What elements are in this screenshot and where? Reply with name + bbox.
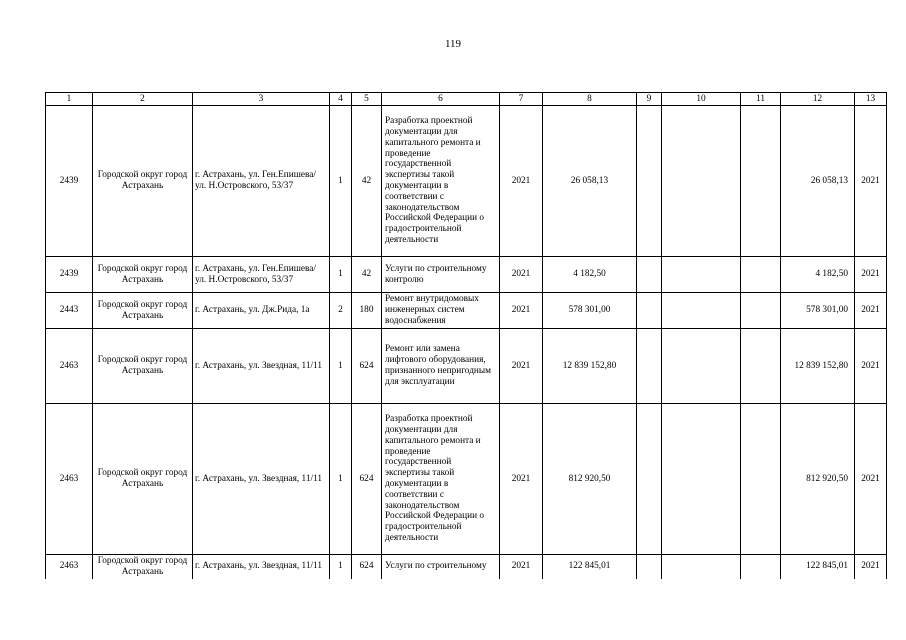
page-number: 119 [444, 38, 462, 50]
municipality-cell: Городской округ город Астрахань [93, 329, 193, 404]
col12-cost-cell: 4 182,50 [781, 257, 855, 293]
total-cost-cell: 122 845,01 [543, 555, 637, 579]
column-header: 11 [741, 93, 781, 106]
col5-cell: 42 [352, 106, 382, 257]
column-header: 13 [855, 93, 887, 106]
work-type-cell: Разработка проектной документации для капитального ремонта и проведение государственной экспертизы такой документации в соответствии с законодательством Российской Федерации о градостроительной деятельности [382, 106, 500, 257]
column-header: 4 [330, 93, 352, 106]
col4-cell: 1 [330, 329, 352, 404]
column-header: 7 [500, 93, 543, 106]
col11-cell [741, 404, 781, 555]
col13-year-cell: 2021 [855, 106, 887, 257]
col9-cell [637, 106, 662, 257]
col12-cost-cell: 812 920,50 [781, 404, 855, 555]
address-cell: г. Астрахань, ул. Ген.Епишева/ ул. Н.Островского, 53/37 [193, 106, 330, 257]
repair-plan-table [45, 92, 887, 579]
total-cost-cell: 12 839 152,80 [543, 329, 637, 404]
col12-cost-cell: 578 301,00 [781, 293, 855, 329]
col10-cell [662, 329, 741, 404]
column-header: 3 [193, 93, 330, 106]
col13-year-cell: 2021 [855, 257, 887, 293]
column-header: 8 [543, 93, 637, 106]
total-cost-cell: 4 182,50 [543, 257, 637, 293]
address-cell: г. Астрахань, ул. Звездная, 11/11 [193, 555, 330, 579]
table-row [46, 257, 887, 293]
row-id: 2463 [46, 555, 93, 579]
col9-cell [637, 293, 662, 329]
col5-cell: 624 [352, 329, 382, 404]
col11-cell [741, 106, 781, 257]
municipality-cell: Городской округ город Астрахань [93, 106, 193, 257]
year-cell: 2021 [500, 404, 543, 555]
col10-cell [662, 293, 741, 329]
col9-cell [637, 555, 662, 579]
col10-cell [662, 555, 741, 579]
column-number-row [46, 93, 887, 106]
column-header: 6 [382, 93, 500, 106]
year-cell: 2021 [500, 555, 543, 579]
col11-cell [741, 257, 781, 293]
col5-cell: 624 [352, 404, 382, 555]
col4-cell: 2 [330, 293, 352, 329]
address-cell: г. Астрахань, ул. Ген.Епишева/ ул. Н.Островского, 53/37 [193, 257, 330, 293]
column-header: 10 [662, 93, 741, 106]
total-cost-cell: 812 920,50 [543, 404, 637, 555]
col9-cell [637, 329, 662, 404]
col9-cell [637, 257, 662, 293]
work-type-cell: Ремонт внутридомовых инженерных систем водоснабжения [382, 293, 500, 329]
table-row [46, 106, 887, 257]
col4-cell: 1 [330, 555, 352, 579]
col13-year-cell: 2021 [855, 404, 887, 555]
col11-cell [741, 555, 781, 579]
work-type-cell: Услуги по строительному [382, 555, 500, 579]
year-cell: 2021 [500, 293, 543, 329]
col4-cell: 1 [330, 106, 352, 257]
column-header: 9 [637, 93, 662, 106]
col10-cell [662, 404, 741, 555]
table-row [46, 293, 887, 329]
col4-cell: 1 [330, 257, 352, 293]
col10-cell [662, 106, 741, 257]
row-id: 2439 [46, 257, 93, 293]
municipality-cell: Городской округ город Астрахань [93, 257, 193, 293]
col9-cell [637, 404, 662, 555]
column-header: 1 [46, 93, 93, 106]
address-cell: г. Астрахань, ул. Звездная, 11/11 [193, 329, 330, 404]
col5-cell: 180 [352, 293, 382, 329]
col12-cost-cell: 26 058,13 [781, 106, 855, 257]
col5-cell: 624 [352, 555, 382, 579]
address-cell: г. Астрахань, ул. Дж.Рида, 1а [193, 293, 330, 329]
table-row [46, 404, 887, 555]
table-row [46, 329, 887, 404]
col11-cell [741, 293, 781, 329]
col5-cell: 42 [352, 257, 382, 293]
work-type-cell: Услуги по строительному контролю [382, 257, 500, 293]
municipality-cell: Городской округ город Астрахань [93, 293, 193, 329]
work-type-cell: Ремонт или замена лифтового оборудования, признанного непригодным для эксплуатации [382, 329, 500, 404]
column-header: 5 [352, 93, 382, 106]
municipality-cell: Городской округ город Астрахань [93, 404, 193, 555]
col12-cost-cell: 12 839 152,80 [781, 329, 855, 404]
year-cell: 2021 [500, 257, 543, 293]
col10-cell [662, 257, 741, 293]
column-header: 2 [93, 93, 193, 106]
work-type-cell: Разработка проектной документации для капитального ремонта и проведение государственной экспертизы такой документации в соответствии с законодательством Российской Федерации о градостроительной деятельности [382, 404, 500, 555]
col11-cell [741, 329, 781, 404]
row-id: 2463 [46, 404, 93, 555]
col12-cost-cell: 122 845,01 [781, 555, 855, 579]
col13-year-cell: 2021 [855, 293, 887, 329]
year-cell: 2021 [500, 106, 543, 257]
municipality-cell: Городской округ город Астрахань [93, 555, 193, 579]
year-cell: 2021 [500, 329, 543, 404]
col13-year-cell: 2021 [855, 329, 887, 404]
total-cost-cell: 26 058,13 [543, 106, 637, 257]
table-row [46, 555, 887, 579]
column-header: 12 [781, 93, 855, 106]
col4-cell: 1 [330, 404, 352, 555]
total-cost-cell: 578 301,00 [543, 293, 637, 329]
row-id: 2439 [46, 106, 93, 257]
row-id: 2443 [46, 293, 93, 329]
col13-year-cell: 2021 [855, 555, 887, 579]
address-cell: г. Астрахань, ул. Звездная, 11/11 [193, 404, 330, 555]
row-id: 2463 [46, 329, 93, 404]
